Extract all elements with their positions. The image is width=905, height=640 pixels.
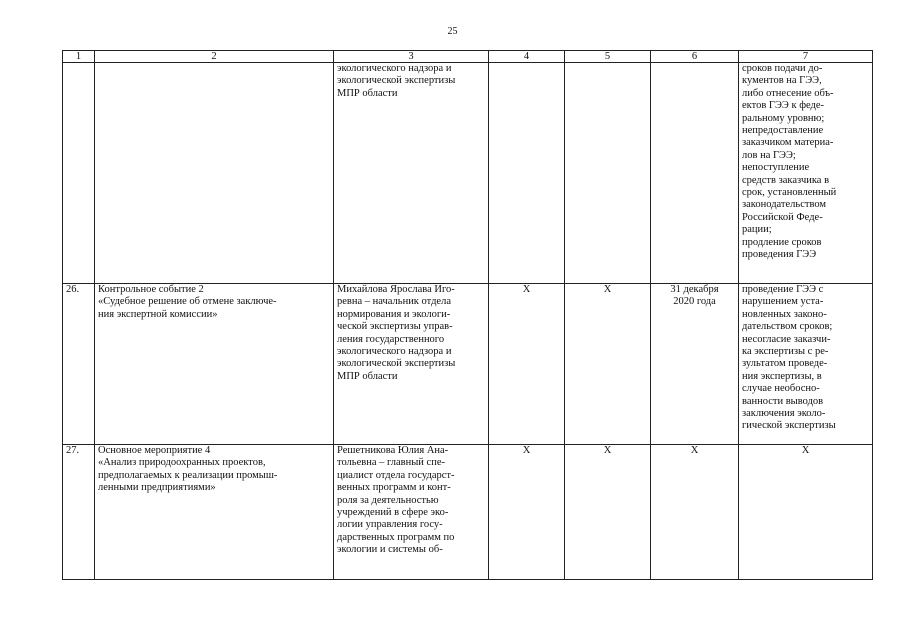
- responsible-cell: [334, 284, 489, 445]
- text-line: нарушением уста-: [742, 296, 824, 308]
- column-5-cell: X: [565, 445, 651, 580]
- deadline-cell: [651, 63, 739, 284]
- text-line: X: [801, 445, 810, 456]
- text-line: несогласие заказчи-: [742, 333, 831, 345]
- event-cell: [95, 63, 334, 284]
- text-line: экологического надзора и: [337, 63, 452, 74]
- text-line: непредоставление: [742, 125, 824, 137]
- text-line: «Судебное решение об отмене заключе-: [98, 296, 277, 308]
- text-line: случае необосно-: [742, 383, 820, 395]
- column-5-cell: X: [565, 284, 651, 445]
- text-line: либо отнесение объ-: [742, 87, 834, 99]
- text-line: экологии и системы об-: [337, 544, 443, 556]
- text-line: Российской Феде-: [742, 211, 823, 223]
- text-line: экологической экспертизы: [337, 75, 456, 87]
- text-line: непоступление: [742, 162, 810, 174]
- column-number: 6: [651, 51, 739, 63]
- text-line: 31 декабря: [670, 284, 719, 295]
- column-number: 5: [565, 51, 651, 63]
- table-row: [63, 284, 873, 445]
- text-line: тольевна – главный спе-: [337, 457, 445, 469]
- text-line: срок, установленный: [742, 187, 837, 199]
- column-number: 7: [739, 51, 873, 63]
- text-line: зультатом проведе-: [742, 358, 828, 370]
- text-line: венных программ и конт-: [337, 482, 451, 494]
- event-cell: [95, 445, 334, 580]
- risks-cell: [739, 63, 873, 284]
- text-line: ральному уровню;: [742, 112, 825, 124]
- risks-cell: [739, 284, 873, 445]
- row-number-cell: 27.: [63, 445, 95, 580]
- text-line: МПР области: [337, 87, 398, 99]
- text-line: «Анализ природоохранных проектов,: [98, 457, 266, 469]
- column-5-cell: [565, 63, 651, 284]
- column-number: 1: [63, 51, 95, 63]
- text-line: сроков подачи до-: [742, 63, 823, 74]
- text-line: МПР области: [337, 370, 398, 382]
- event-cell: [95, 284, 334, 445]
- column-number: 2: [95, 51, 334, 63]
- risks-cell: [739, 445, 873, 580]
- text-line: экологического надзора и: [337, 346, 452, 358]
- text-line: кументов на ГЭЭ,: [742, 75, 822, 87]
- text-line: Михайлова Ярослава Иго-: [337, 284, 455, 295]
- text-line: проведения ГЭЭ: [742, 249, 817, 261]
- text-line: ванности выводов: [742, 395, 824, 407]
- text-line: Контрольное событие 2: [98, 284, 204, 295]
- text-line: продление сроков: [742, 236, 822, 248]
- text-line: ления государственного: [337, 333, 445, 345]
- page-number: 25: [447, 26, 458, 37]
- text-line: дательством сроков;: [742, 321, 833, 333]
- text-line: учреждений в сфере эко-: [337, 507, 449, 519]
- text-line: X: [690, 445, 699, 456]
- text-line: гической экспертизы: [742, 420, 836, 432]
- table-row: [63, 63, 873, 284]
- text-line: ленными предприятиями»: [98, 482, 216, 494]
- text-line: рации;: [742, 224, 772, 236]
- text-line: лов на ГЭЭ;: [742, 149, 796, 161]
- text-line: ектов ГЭЭ к феде-: [742, 100, 825, 112]
- column-number: 4: [489, 51, 565, 63]
- column-number: 3: [334, 51, 489, 63]
- table-row: [63, 445, 873, 580]
- text-line: циалист отдела государст-: [337, 469, 455, 481]
- column-4-cell: X: [489, 284, 565, 445]
- column-4-cell: X: [489, 445, 565, 580]
- row-number-cell: [63, 63, 95, 284]
- text-line: 2020 года: [673, 296, 716, 308]
- text-line: средств заказчика в: [742, 174, 830, 186]
- deadline-cell: [651, 445, 739, 580]
- row-number-cell: 26.: [63, 284, 95, 445]
- text-line: ния экспертной комиссии»: [98, 308, 218, 320]
- text-line: ния экспертизы, в: [742, 370, 822, 382]
- text-line: ка экспертизы с ре-: [742, 346, 829, 358]
- text-line: роля за деятельностью: [337, 494, 439, 506]
- responsible-cell: [334, 63, 489, 284]
- text-line: предполагаемых к реализации промыш-: [98, 469, 278, 481]
- text-line: дарственных программ по: [337, 531, 455, 543]
- measures-table: [62, 50, 873, 580]
- text-line: Основное мероприятие 4: [98, 445, 211, 456]
- deadline-cell: [651, 284, 739, 445]
- text-line: логии управления госу-: [337, 519, 443, 531]
- text-line: ревна – начальник отдела: [337, 296, 451, 308]
- column-4-cell: [489, 63, 565, 284]
- responsible-cell: [334, 445, 489, 580]
- text-line: нормирования и экологи-: [337, 308, 451, 320]
- text-line: законодательством: [742, 199, 827, 211]
- text-line: новленных законо-: [742, 308, 827, 320]
- text-line: заключения эколо-: [742, 408, 826, 420]
- text-line: ческой экспертизы управ-: [337, 321, 453, 333]
- column-number-row: [63, 51, 873, 63]
- text-line: проведение ГЭЭ с: [742, 284, 824, 295]
- text-line: Решетникова Юлия Ана-: [337, 445, 449, 456]
- text-line: заказчиком материа-: [742, 137, 834, 149]
- text-line: экологической экспертизы: [337, 358, 456, 370]
